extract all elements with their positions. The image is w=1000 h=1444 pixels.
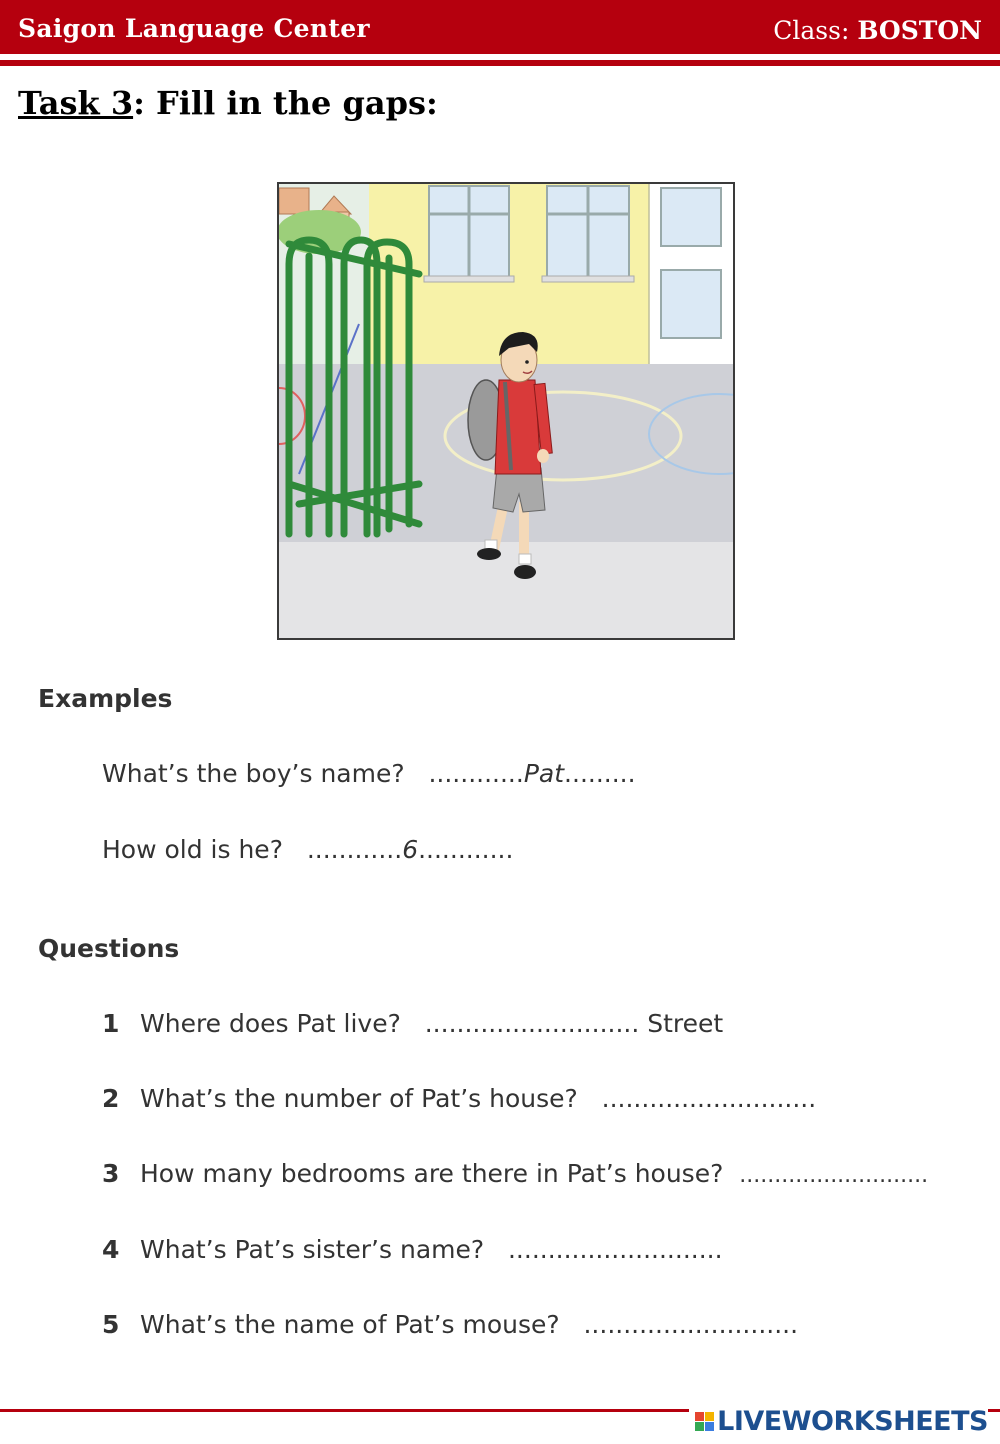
example-question: How old is he? (102, 835, 283, 864)
question-number: 4 (102, 1235, 120, 1264)
question-text: What’s Pat’s sister’s name? (140, 1235, 485, 1264)
illustration-svg (279, 184, 733, 638)
question-row (102, 1159, 928, 1188)
logo-text: LIVEWORKSHEETS (717, 1405, 988, 1437)
task-title (18, 84, 438, 122)
example-gap-after: ............ (418, 835, 514, 864)
example-question: What’s the boy’s name? (102, 759, 405, 788)
question-text: What’s the number of Pat’s house? (140, 1084, 578, 1113)
question-number: 3 (102, 1159, 120, 1188)
question-row (102, 1235, 723, 1264)
header-divider (0, 60, 1000, 66)
examples-heading: Examples (38, 684, 173, 713)
center-name: Saigon Language Center (18, 14, 370, 43)
task-instruction: : Fill in the gaps: (133, 84, 438, 122)
task-number: Task 3 (18, 84, 134, 122)
liveworksheets-logo[interactable] (689, 1404, 988, 1438)
question-row (102, 1009, 723, 1038)
question-text: How many bedrooms are there in Pat’s house? (140, 1159, 724, 1188)
class-value: BOSTON (857, 16, 982, 45)
answer-gap[interactable]: ........................... (424, 1009, 640, 1038)
class-label: Class: (773, 16, 850, 45)
question-number: 5 (102, 1310, 120, 1339)
answer-gap[interactable]: ........................... (601, 1084, 817, 1113)
example-gap-before: ............ (428, 759, 524, 788)
answer-gap[interactable]: ........................... (583, 1310, 799, 1339)
question-text: What’s the name of Pat’s mouse? (140, 1310, 560, 1339)
question-number: 1 (102, 1009, 120, 1038)
example-answer: 6 (402, 835, 419, 864)
questions-heading: Questions (38, 934, 180, 963)
class-indicator (773, 16, 982, 45)
answer-suffix: Street (647, 1009, 724, 1038)
question-row (102, 1084, 816, 1113)
example-gap-after: ......... (564, 759, 636, 788)
answer-gap[interactable]: ........................... (739, 1163, 929, 1188)
question-row (102, 1310, 798, 1339)
example-gap-before: ............ (306, 835, 403, 864)
example-answer: Pat (523, 759, 565, 788)
question-number: 2 (102, 1084, 120, 1113)
boy-at-school-gate-illustration (277, 182, 735, 640)
answer-gap[interactable]: ........................... (507, 1235, 723, 1264)
header-bar (0, 0, 1000, 54)
example-row (102, 759, 636, 788)
question-text: Where does Pat live? (140, 1009, 401, 1038)
liveworksheets-logo-icon (695, 1412, 714, 1431)
example-row (102, 835, 513, 864)
